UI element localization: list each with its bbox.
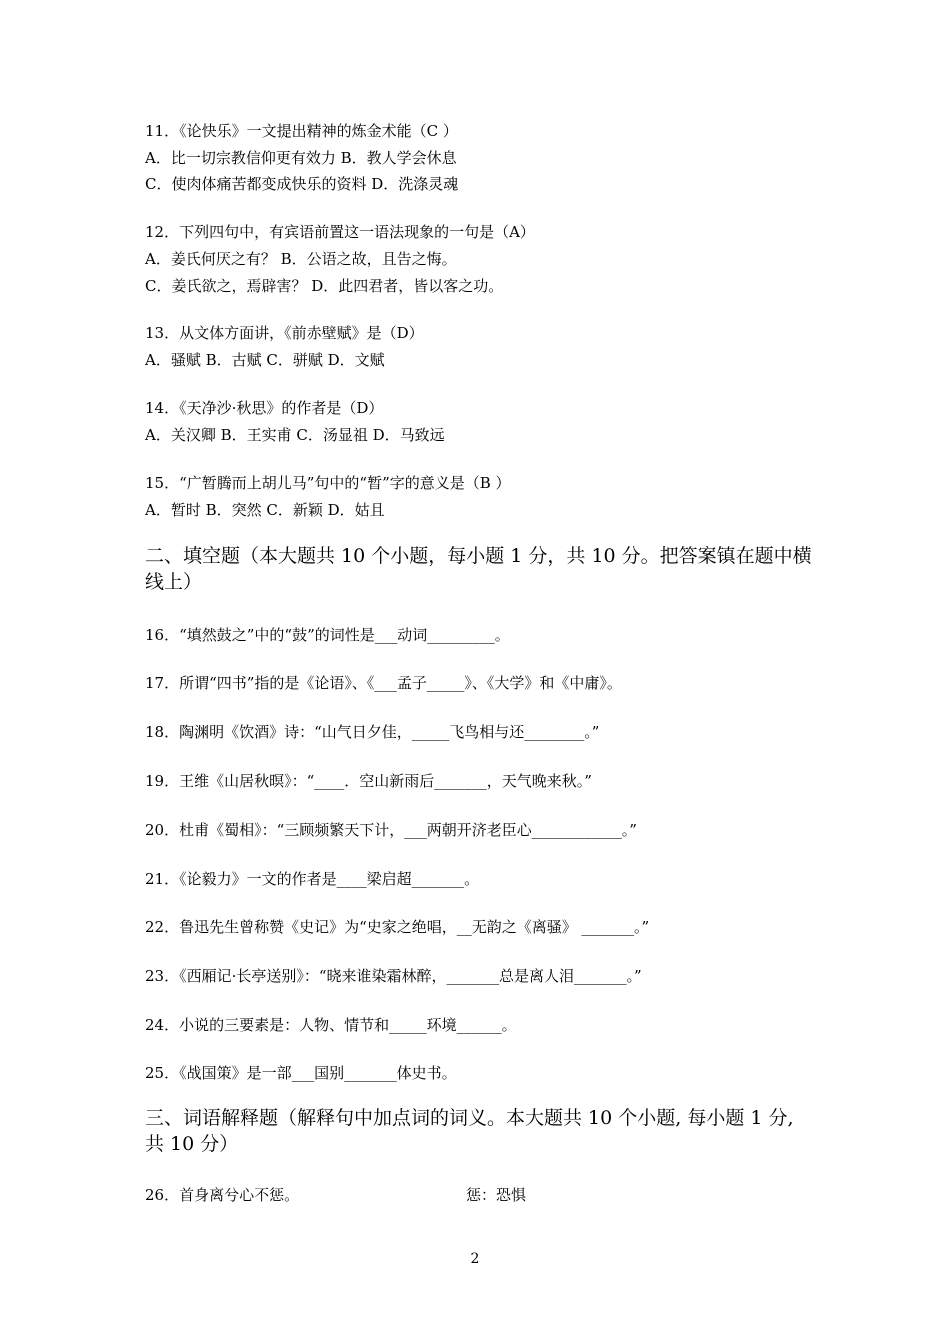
section-3-heading: 三、词语解释题（解释句中加点词的词义。本大题共 10 个小题, 每小题 1 分, 共 10 分）	[145, 1107, 794, 1155]
question-15-options: A．暂时 B．突然 C．新颖 D．姑且	[145, 501, 385, 519]
word-item-26-answer: 惩：恐惧	[466, 1186, 527, 1204]
fill-item-22: 22．鲁迅先生曾称赞《史记》为“史家之绝唱，__无韵之《离骚》 _______。”	[145, 918, 650, 936]
fill-item-24: 24．小说的三要素是：人物、情节和_____环境______。	[145, 1016, 517, 1034]
page-number: 2	[470, 1251, 480, 1267]
question-14-stem: 14．《天净沙·秋思》的作者是（D）	[145, 399, 384, 417]
fill-item-21: 21．《论毅力》一文的作者是____梁启超_______。	[145, 870, 480, 888]
fill-item-18: 18．陶渊明《饮酒》诗：“山气日夕佳，_____飞鸟相与还________。”	[145, 723, 600, 741]
fill-item-19: 19．王维《山居秋暝》：“____．空山新雨后_______，天气晚来秋。”	[145, 772, 592, 790]
fill-item-20: 20．杜甫《蜀相》：“三顾频繁天下计，___两朝开济老臣心____________。”	[145, 821, 637, 839]
word-item-26-sentence: 26．首身离兮心不惩。	[145, 1186, 300, 1204]
question-11-options-2: C．使肉体痛苦都变成快乐的资料 D．洗涤灵魂	[145, 175, 459, 193]
fill-item-25: 25．《战国策》是一部___国别_______体史书。	[145, 1064, 457, 1082]
fill-item-17: 17．所谓“四书”指的是《论语》、《___孟子_____》、《大学》和《中庸》。	[145, 674, 622, 692]
section-2-heading: 二、填空题（本大题共 10 个小题，每小题 1 分，共 10 分。把答案镇在题中横线上）	[145, 545, 812, 593]
question-15-stem: 15．“广暂腾而上胡儿马”句中的“暂”字的意义是（B ）	[145, 474, 511, 492]
question-12-options-2: C．姜氏欲之，焉辟害？ D．此四君者，皆以客之功。	[145, 277, 504, 295]
fill-item-23: 23．《西厢记·长亭送别》：“晓来谁染霜林醉，_______总是离人泪_______。”	[145, 967, 642, 985]
question-11-stem: 11．《论快乐》一文提出精神的炼金术能（C ）	[145, 122, 458, 140]
question-11-options-1: A．比一切宗教信仰更有效力 B．教人学会休息	[145, 149, 457, 167]
question-14-options: A．关汉卿 B．王实甫 C．汤显祖 D．马致远	[145, 426, 445, 444]
question-13-options: A．骚赋 B．古赋 C．骈赋 D．文赋	[145, 351, 385, 369]
question-13-stem: 13．从文体方面讲，《前赤壁赋》是（D）	[145, 324, 424, 342]
question-12-stem: 12．下列四句中，有宾语前置这一语法现象的一句是（A）	[145, 223, 535, 241]
question-12-options-1: A．姜氏何厌之有？ B．公语之故，且告之悔。	[145, 250, 457, 268]
fill-item-16: 16．“填然鼓之”中的“鼓”的词性是___动词_________。	[145, 626, 510, 644]
